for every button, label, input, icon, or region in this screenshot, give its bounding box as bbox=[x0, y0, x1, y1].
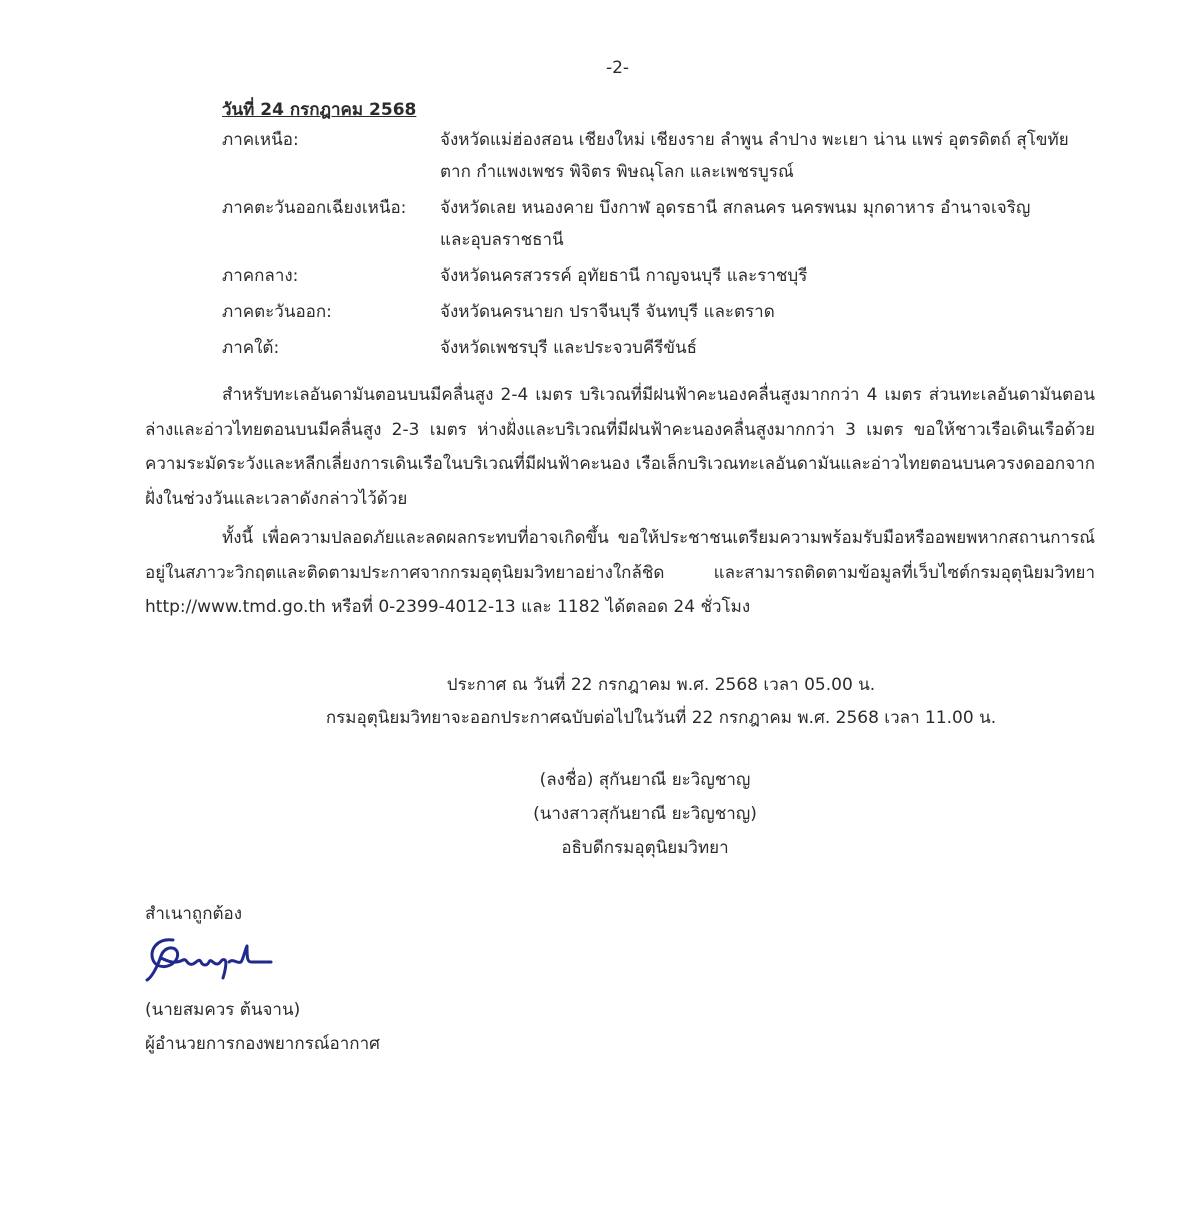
page-number: -2- bbox=[605, 58, 630, 78]
region-name: ภาคตะวันออก: bbox=[222, 302, 332, 322]
region-row-north bbox=[222, 124, 1102, 188]
region-provinces: จังหวัดนครนายก ปราจีนบุรี จันทบุรี และตราด bbox=[440, 302, 775, 322]
safety-advice-paragraph: ทั้งนี้ เพื่อความปลอดภัยและลดผลกระทบที่อาจเกิดขึ้น ขอให้ประชาชนเตรียมความพร้อมรับมือหรืออพยพหากสถานการณ์อยู่ในสภาวะวิกฤตและติดตามประกาศจากกรมอุตุนิยมวิทยาอย่างใกล้ชิด และสามารถติดตามข้อมูลที่เว็บไซต์กรมอุตุนิยมวิทยา http://www.tmd.go.th หรือที่ 0-2399-4012-13 และ 1182 ได้ตลอด 24 ชั่วโมง bbox=[145, 528, 1095, 617]
signature-title: อธิบดีกรมอุตุนิยมวิทยา bbox=[561, 838, 729, 858]
region-list bbox=[222, 124, 1102, 368]
region-provinces: จังหวัดแม่ฮ่องสอน เชียงใหม่ เชียงราย ลำพูน ลำปาง พะเยา น่าน แพร่ อุตรดิตถ์ สุโขทัย ตาก กำแพงเพชร พิจิตร พิษณุโลก และเพชรบูรณ์ bbox=[440, 130, 1069, 182]
signature-name: (นางสาวสุกันยาณี ยะวิญชาญ) bbox=[533, 804, 757, 824]
sea-warning-paragraph: สำหรับทะเลอันดามันตอนบนมีคลื่นสูง 2-4 เมตร บริเวณที่มีฝนฟ้าคะนองคลื่นสูงมากกว่า 4 เมตร ส่วนทะเลอันดามันตอนล่างและอ่าวไทยตอนบนมีคลื่นสูง 2-3 เมตร ห่างฝั่งและบริเวณที่มีฝนฟ้าคะนองคลื่นสูงมากกว่า 3 เมตร ขอให้ชาวเรือเดินเรือด้วยความระมัดระวังและหลีกเลี่ยงการเดินเรือในบริเวณที่มีฝนฟ้าคะนอง เรือเล็กบริเวณทะเลอันดามันและอ่าวไทยตอนบนควรงดออกจากฝั่งในช่วงวันและเวลาดังกล่าวไว้ด้วย bbox=[145, 385, 1095, 509]
signature-signed: (ลงชื่อ) สุกันยาณี ยะวิญชาญ bbox=[539, 770, 751, 790]
certified-copy-title: ผู้อำนวยการกองพยากรณ์อากาศ bbox=[145, 1034, 380, 1054]
region-name: ภาคกลาง: bbox=[222, 266, 299, 286]
date-heading: วันที่ 24 กรกฎาคม 2568 bbox=[222, 100, 417, 120]
region-row-northeast bbox=[222, 192, 1102, 256]
region-row-south bbox=[222, 332, 1102, 364]
certified-copy-label: สำเนาถูกต้อง bbox=[145, 904, 243, 924]
region-provinces: จังหวัดเลย หนองคาย บึงกาฬ อุดรธานี สกลนคร นครพนม มุกดาหาร อำนาจเจริญ และอุบลราชธานี bbox=[440, 198, 1031, 250]
region-name: ภาคตะวันออกเฉียงเหนือ: bbox=[222, 198, 407, 218]
region-provinces: จังหวัดเพชรบุรี และประจวบคีรีขันธ์ bbox=[440, 338, 698, 358]
region-name: ภาคเหนือ: bbox=[222, 130, 299, 150]
certified-copy-name: (นายสมควร ต้นจาน) bbox=[145, 1000, 301, 1020]
region-provinces: จังหวัดนครสวรรค์ อุทัยธานี กาญจนบุรี และราชบุรี bbox=[440, 266, 808, 286]
region-row-central bbox=[222, 260, 1102, 292]
region-row-east bbox=[222, 296, 1102, 328]
handwritten-signature bbox=[143, 928, 283, 990]
announcement-date: ประกาศ ณ วันที่ 22 กรกฎาคม พ.ศ. 2568 เวลา 05.00 น. bbox=[446, 675, 876, 695]
region-name: ภาคใต้: bbox=[222, 338, 280, 358]
next-announcement: กรมอุตุนิยมวิทยาจะออกประกาศฉบับต่อไปในวันที่ 22 กรกฎาคม พ.ศ. 2568 เวลา 11.00 น. bbox=[325, 708, 997, 728]
